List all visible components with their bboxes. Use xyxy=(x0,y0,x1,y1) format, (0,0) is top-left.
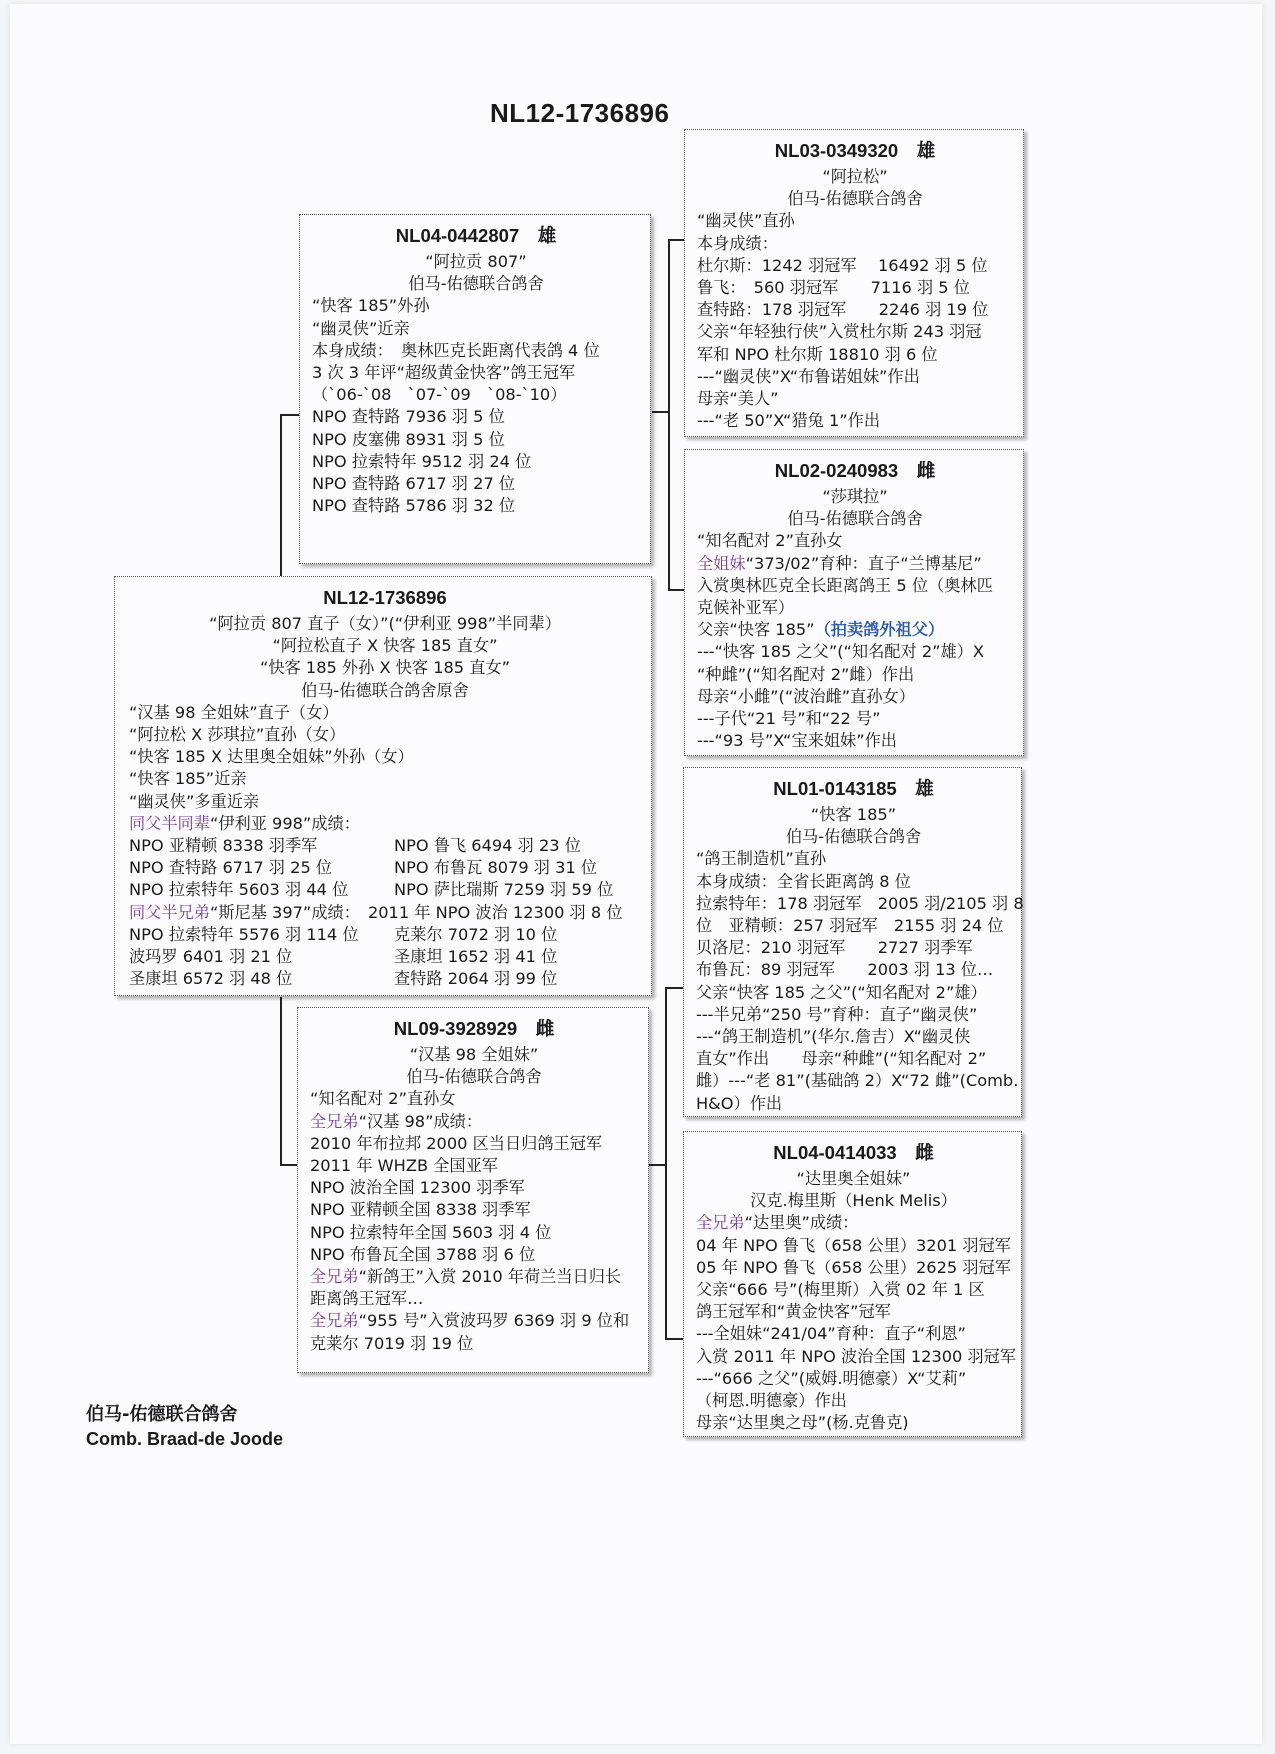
ss-line: ---“老 50”X“猎兔 1”作出 xyxy=(697,411,881,431)
sd-line: “种雌”(“知名配对 2”雌）作出 xyxy=(697,664,915,684)
result-cell: NPO 布鲁瓦 8079 羽 31 位 xyxy=(394,858,598,878)
dd-line: 父亲“666 号”(梅里斯）入赏 02 年 1 区 xyxy=(696,1280,985,1300)
relation-text: “汉基 98”成绩： xyxy=(358,1111,483,1131)
connector-line xyxy=(652,411,668,413)
dd-line: ---“666 之父”(威姆.明德豪）X“艾莉” xyxy=(696,1368,967,1388)
ss-line: 查特路：178 羽冠军 2246 羽 19 位 xyxy=(697,300,989,320)
connector-line xyxy=(668,589,684,591)
sd-line: 母亲“小雌”(“波治雌”直孙女） xyxy=(697,686,915,706)
result-cell: NPO 拉索特年 5603 羽 44 位 xyxy=(129,880,349,900)
sire-line: NPO 查特路 5786 羽 32 位 xyxy=(312,496,516,516)
page-title: NL12-1736896 xyxy=(490,98,670,128)
dd-line: 母亲“达里奥之母”(杨.克鲁克) xyxy=(696,1413,909,1433)
results-row xyxy=(129,968,641,990)
result-cell: 圣康坦 1652 羽 41 位 xyxy=(394,947,558,967)
sire-line: 3 次 3 年评“超级黄金快客”鸽王冠军 xyxy=(312,363,576,383)
subject-line: 伯马-佑德联合鸽舍原舍 xyxy=(301,680,469,700)
sd-line: “知名配对 2”直孙女 xyxy=(697,531,843,551)
sire-dam-card xyxy=(684,449,1024,756)
sire-ring-number: NL04-0442807 雄 xyxy=(395,225,557,246)
sd-line: ---“93 号”X“宝来姐妹”作出 xyxy=(697,731,897,751)
sire-line: “幽灵侠”近亲 xyxy=(312,318,410,338)
relation-text: “955 号”入赏波玛罗 6369 羽 9 位和 xyxy=(358,1311,630,1331)
relation-text: “斯尼基 397”成绩： 2011 年 NPO 波治 12300 羽 8 位 xyxy=(209,902,623,922)
ds-line: ---半兄弟“250 号”育种：直子“幽灵侠” xyxy=(696,1004,978,1024)
ss-line: 本身成绩： xyxy=(697,233,778,253)
subject-line: “快客 185 X 达里奥全姐妹”外孙（女） xyxy=(129,747,414,767)
dd-line: 鸽王冠军和“黄金快客”冠军 xyxy=(696,1302,891,1322)
dam-line xyxy=(310,1310,638,1332)
ds-line: 位 亚精顿：257 羽冠军 2155 羽 24 位 xyxy=(696,916,1004,936)
dam-line: NPO 拉索特年全国 5603 羽 4 位 xyxy=(310,1222,552,1242)
ds-line: 本身成绩：全省长距离鸽 8 位 xyxy=(696,871,911,891)
dam-line: 2010 年布拉邦 2000 区当日归鸽王冠军 xyxy=(310,1133,603,1153)
connector-line xyxy=(280,1164,298,1166)
dd-line xyxy=(696,1212,1011,1234)
dam-line: “知名配对 2”直孙女 xyxy=(310,1089,456,1109)
connector-line xyxy=(668,239,684,241)
connector-line xyxy=(665,987,683,989)
relation-text: “373/02”育种：直子“兰博基尼” xyxy=(745,553,982,573)
connector-line xyxy=(280,997,282,1164)
breeder-name-en: Comb. Braad-de Joode xyxy=(86,1429,284,1449)
subject-line: “快客 185 外孙 X 快客 185 直女” xyxy=(259,658,511,678)
subject-card xyxy=(114,576,652,996)
results-row xyxy=(129,835,641,857)
sd-line: “莎琪拉” xyxy=(822,487,888,506)
relation-tag: 同父半兄弟 xyxy=(129,902,210,922)
ss-line: 军和 NPO 杜尔斯 18810 羽 6 位 xyxy=(697,344,938,364)
sd-line: 入赏奥林匹克全长距离鸽王 5 位（奥林匹 xyxy=(697,575,993,595)
dd-line: 汉克.梅里斯（Henk Melis） xyxy=(750,1191,957,1211)
connector-line xyxy=(280,414,282,580)
result-cell: NPO 拉索特年 5576 羽 114 位 xyxy=(129,924,359,944)
results-row xyxy=(129,857,641,879)
dam-line: 克莱尔 7019 羽 19 位 xyxy=(310,1333,474,1353)
dam-line: 距离鸽王冠军… xyxy=(310,1289,424,1309)
result-cell: 波玛罗 6401 羽 21 位 xyxy=(129,947,293,967)
dam-sire-card xyxy=(683,767,1022,1117)
connector-line xyxy=(668,239,670,589)
ds-ring-number: NL01-0143185 雄 xyxy=(773,778,934,799)
sire-line: “快客 185”外孙 xyxy=(312,296,430,316)
ds-line: 直女”作出 母亲“种雌”(“知名配对 2” xyxy=(696,1049,987,1069)
half-sibling-line xyxy=(129,902,641,924)
dam-dam-card xyxy=(683,1131,1022,1437)
sd-line: ---“快客 185 之父”(“知名配对 2”雄）X xyxy=(697,642,984,662)
results-row xyxy=(129,946,641,968)
relation-text: “新鸽王”入赏 2010 年荷兰当日归长 xyxy=(358,1267,622,1287)
dam-line: “汉基 98 全姐妹” xyxy=(409,1045,539,1064)
dam-ring-number: NL09-3928929 雌 xyxy=(393,1018,555,1039)
relation-text: “伊利亚 998”成绩： xyxy=(209,813,360,833)
sire-line: 伯马-佑德联合鸽舍 xyxy=(408,274,544,294)
ds-line: “鸽王制造机”直孙 xyxy=(696,849,827,869)
relation-tag: 全姐妹 xyxy=(697,553,746,573)
result-cell: NPO 亚精顿 8338 羽季军 xyxy=(129,836,318,856)
dam-line: NPO 亚精顿全国 8338 羽季军 xyxy=(310,1200,531,1220)
sire-line: “阿拉贡 807” xyxy=(425,252,527,271)
ss-line: “阿拉松” xyxy=(822,167,888,186)
ds-line: “快客 185” xyxy=(810,805,897,824)
sd-line xyxy=(697,553,1013,575)
ss-line: 伯马-佑德联合鸽舍 xyxy=(787,189,923,209)
sd-line xyxy=(697,619,1013,641)
dd-line: 04 年 NPO 鲁飞（658 公里）3201 羽冠军 xyxy=(696,1235,1011,1255)
breeder-footer xyxy=(86,1402,283,1452)
sd-line: 克候补亚军） xyxy=(697,598,795,618)
relation-text: “达里奥”成绩： xyxy=(744,1213,859,1233)
dd-line: “达里奥全姐妹” xyxy=(796,1169,911,1188)
subject-line: “阿拉松直子 X 快客 185 直女” xyxy=(272,636,498,656)
result-cell: NPO 鲁飞 6494 羽 23 位 xyxy=(394,836,581,856)
dd-ring-number: NL04-0414033 雌 xyxy=(773,1142,934,1163)
sire-line: 本身成绩： 奥林匹克长距离代表鸽 4 位 xyxy=(312,340,600,360)
ds-line: 伯马-佑德联合鸽舍 xyxy=(785,827,922,847)
ss-line: 母亲“美人” xyxy=(697,389,779,409)
ss-line: “幽灵侠”直孙 xyxy=(697,211,795,231)
ss-line: ---“幽灵侠”X“布鲁诺姐妹”作出 xyxy=(697,366,920,386)
ds-line: ---“鸽王制造机”(华尔.詹吉）X“幽灵侠 xyxy=(696,1027,971,1047)
connector-line xyxy=(280,414,300,416)
dd-line: ---全姐妹“241/04”育种：直子“利恩” xyxy=(696,1324,966,1344)
dam-line: NPO 布鲁瓦全国 3788 羽 6 位 xyxy=(310,1244,536,1264)
sire-line: NPO 皮塞佛 8931 羽 5 位 xyxy=(312,429,505,449)
subject-line: “阿拉贡 807 直子（女）”(“伊利亚 998”半同辈） xyxy=(209,614,561,633)
results-row xyxy=(129,879,641,901)
ds-line: 拉索特年：178 羽冠军 2005 羽/2105 羽 8 xyxy=(696,893,1024,913)
ds-line: H&O）作出 xyxy=(696,1093,783,1113)
ds-line: 布鲁瓦：89 羽冠军 2003 羽 13 位… xyxy=(696,960,994,980)
subject-ring-number: NL12-1736896 xyxy=(323,587,447,608)
ss-line: 杜尔斯：1242 羽冠军 16492 羽 5 位 xyxy=(697,255,988,275)
result-cell: 查特路 2064 羽 99 位 xyxy=(394,969,558,989)
ds-line: 雌）---“老 81”(基础鸽 2）X“72 雌”(Comb. xyxy=(696,1071,1019,1091)
subject-line: “汉基 98 全姐妹”直子（女） xyxy=(129,702,339,722)
relation-tag: 同父半同辈 xyxy=(129,813,210,833)
sire-line: NPO 拉索特年 9512 羽 24 位 xyxy=(312,451,532,471)
relation-tag: 全兄弟 xyxy=(310,1311,359,1331)
half-sibling-line xyxy=(129,813,641,835)
dd-line: 入赏 2011 年 NPO 波治全国 12300 羽冠军 xyxy=(696,1346,1017,1366)
result-cell: 克莱尔 7072 羽 10 位 xyxy=(394,924,558,944)
dd-line: （柯恩.明德豪）作出 xyxy=(696,1391,847,1411)
connector-line xyxy=(648,1164,665,1166)
result-cell: NPO 查特路 6717 羽 25 位 xyxy=(129,858,333,878)
dd-line: 05 年 NPO 鲁飞（658 公里）2625 羽冠军 xyxy=(696,1257,1011,1277)
subject-line: “阿拉松 X 莎琪拉”直孙（女） xyxy=(129,725,346,745)
father-text: 父亲“快客 185” xyxy=(697,620,815,640)
sire-card xyxy=(299,214,651,564)
sire-line: NPO 查特路 7936 羽 5 位 xyxy=(312,407,505,427)
sire-line: NPO 查特路 6717 羽 27 位 xyxy=(312,474,516,494)
ss-line: 父亲“年轻独行侠”入赏杜尔斯 243 羽冠 xyxy=(697,322,982,342)
subject-line: “幽灵侠”多重近亲 xyxy=(129,791,260,811)
results-row xyxy=(129,924,641,946)
auction-note: （拍卖鸽外祖父） xyxy=(814,620,945,640)
sd-line: ---子代“21 号”和“22 号” xyxy=(697,709,881,729)
sd-ring-number: NL02-0240983 雌 xyxy=(774,460,936,481)
dam-card xyxy=(297,1007,649,1373)
dam-line: 伯马-佑德联合鸽舍 xyxy=(406,1067,542,1087)
result-cell: 圣康坦 6572 羽 48 位 xyxy=(129,969,293,989)
ds-line: 贝洛尼：210 羽冠军 2727 羽季军 xyxy=(696,938,973,958)
sd-line: 伯马-佑德联合鸽舍 xyxy=(787,509,923,529)
breeder-name-cn: 伯马-佑德联合鸽舍 xyxy=(86,1404,238,1425)
relation-tag: 全兄弟 xyxy=(310,1267,359,1287)
sire-line: （`06-`08 `07-`09 `08-`10） xyxy=(312,385,567,405)
pedigree-page xyxy=(10,4,1262,1744)
sire-sire-card xyxy=(684,129,1024,437)
ss-ring-number: NL03-0349320 雄 xyxy=(774,140,936,161)
dam-line xyxy=(310,1111,638,1133)
ss-line: 鲁飞： 560 羽冠军 7116 羽 5 位 xyxy=(697,278,970,298)
dam-line xyxy=(310,1266,638,1288)
ds-line: 父亲“快客 185 之父”(“知名配对 2”雄） xyxy=(696,982,987,1002)
relation-tag: 全兄弟 xyxy=(310,1111,359,1131)
dam-line: 2011 年 WHZB 全国亚军 xyxy=(310,1156,498,1176)
dam-line: NPO 波治全国 12300 羽季军 xyxy=(310,1178,525,1198)
relation-tag: 全兄弟 xyxy=(696,1213,745,1233)
connector-line xyxy=(665,1338,683,1340)
subject-line: “快客 185”近亲 xyxy=(129,769,247,789)
result-cell: NPO 萨比瑞斯 7259 羽 59 位 xyxy=(394,880,614,900)
connector-line xyxy=(665,987,667,1338)
